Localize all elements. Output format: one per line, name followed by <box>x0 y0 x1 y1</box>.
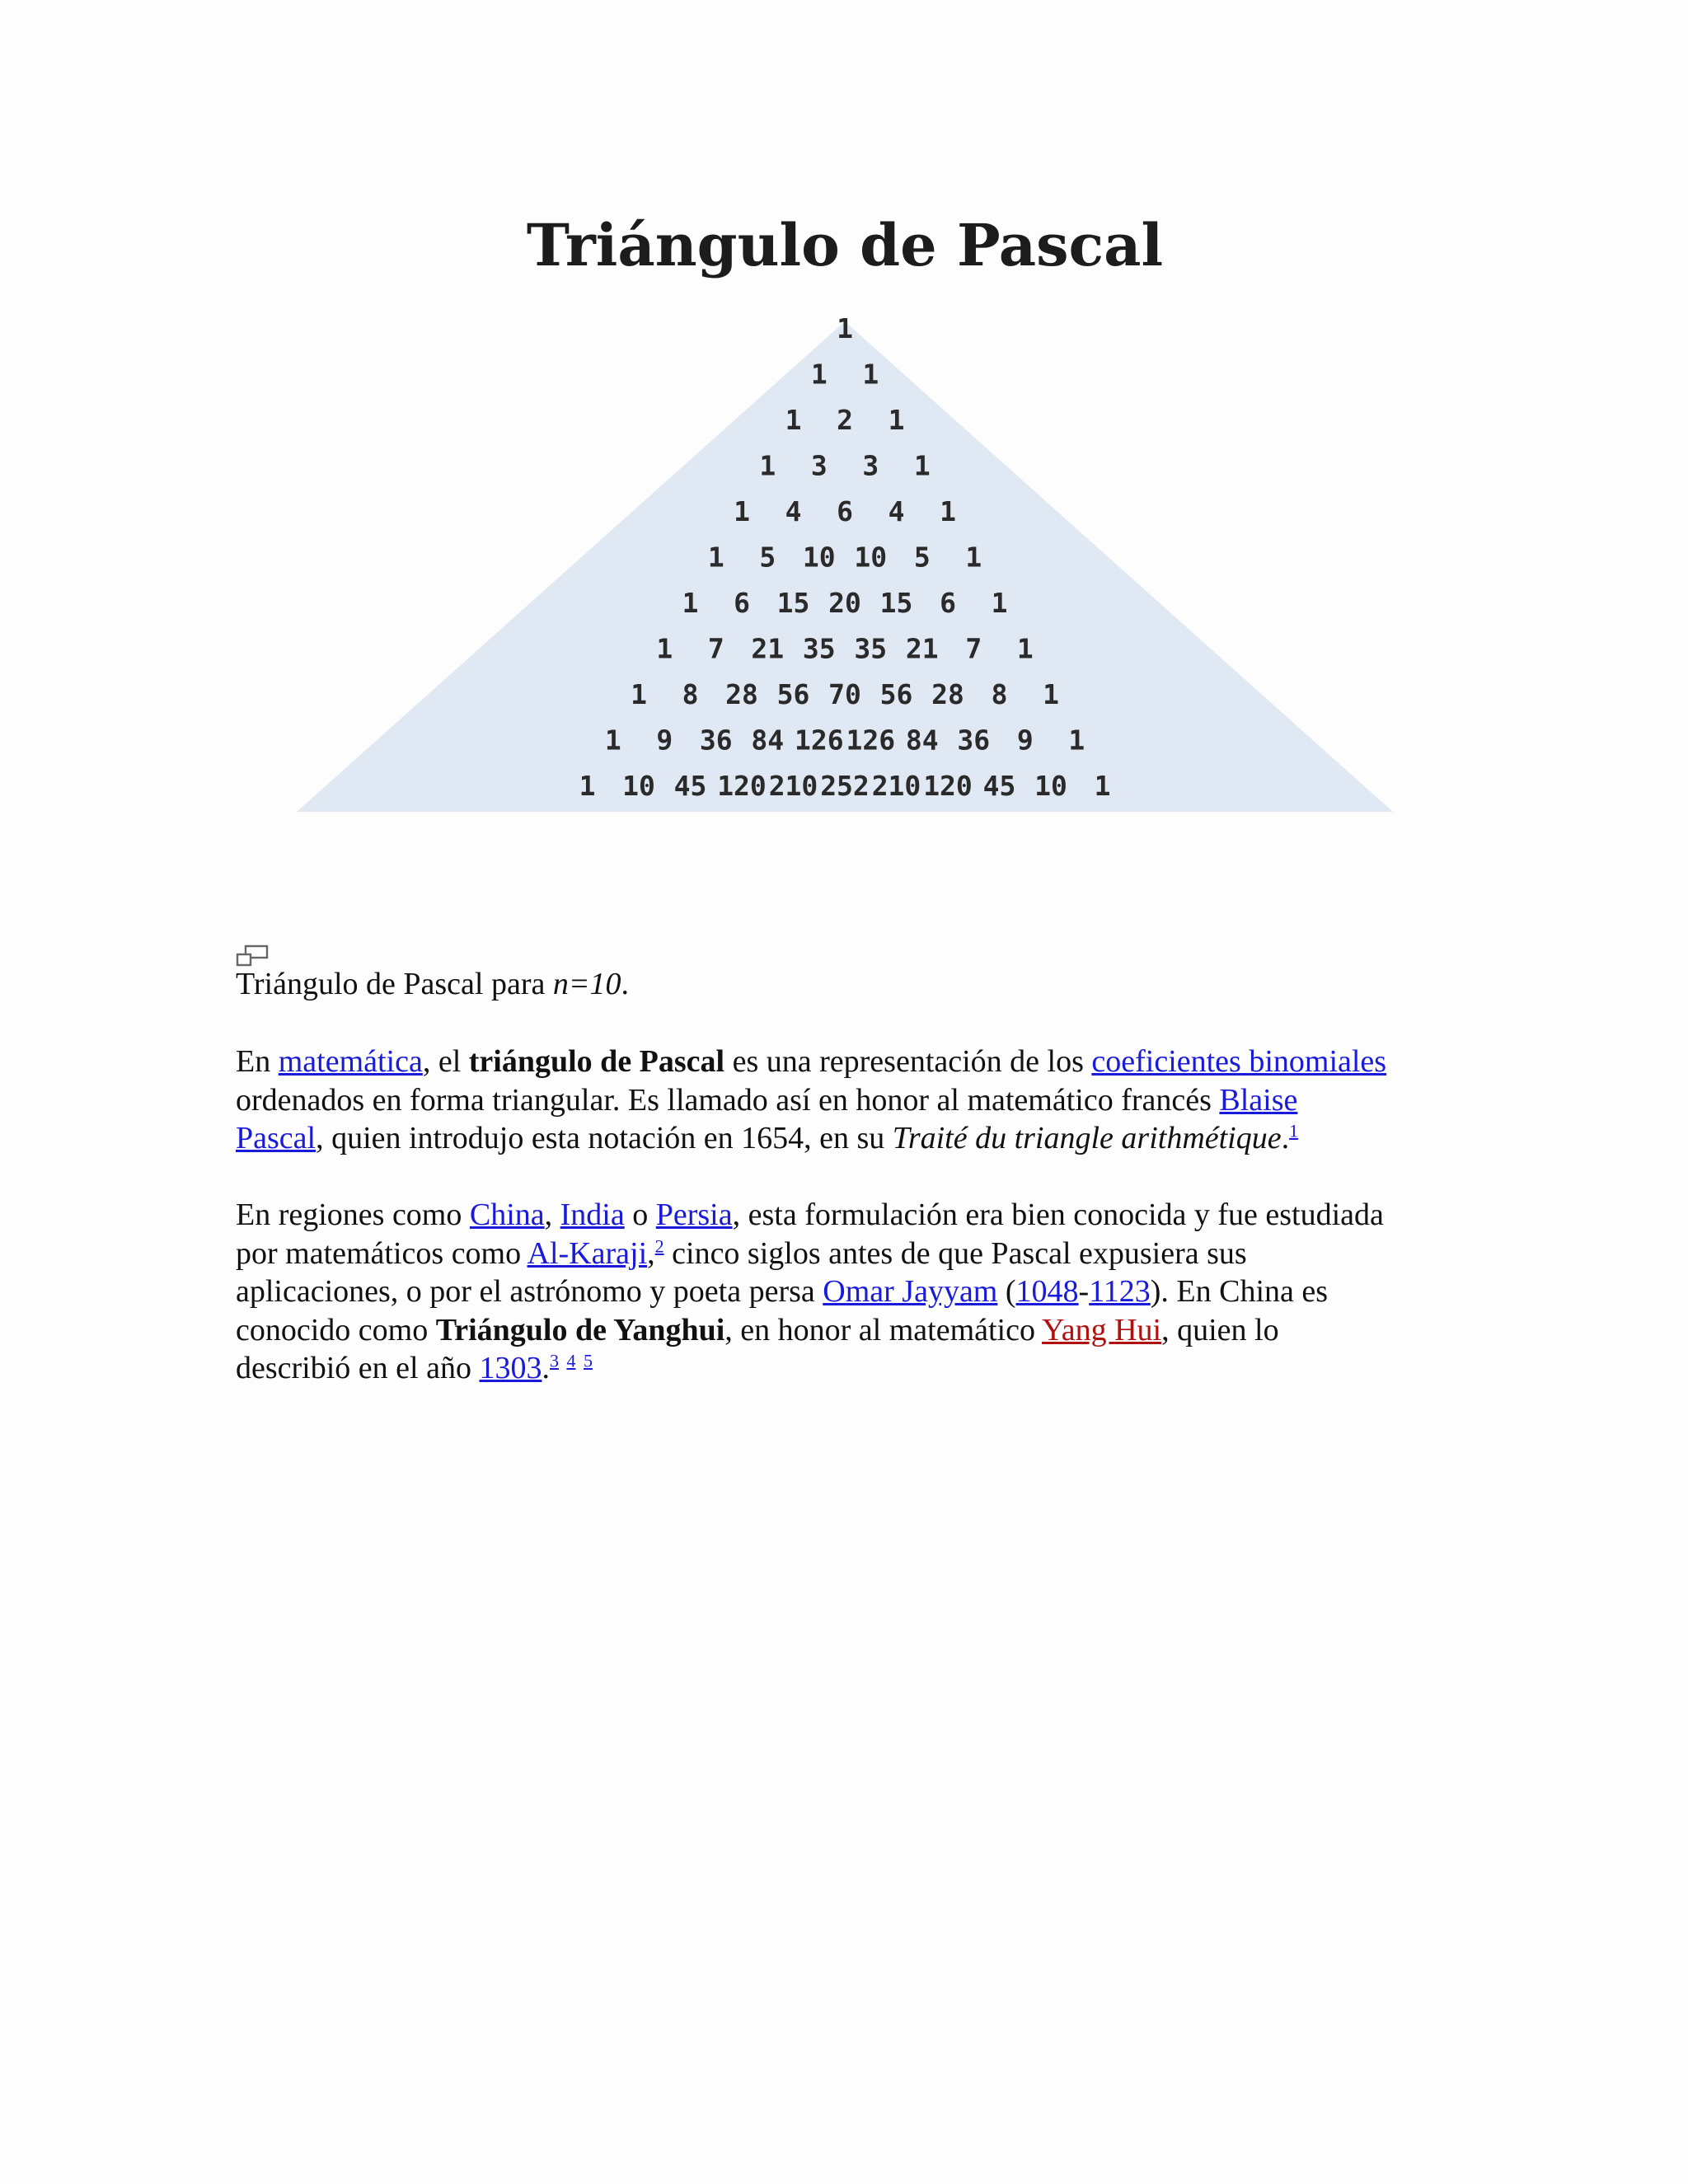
text: cinco siglos antes de que Pascal expusiera sus <box>663 1235 1247 1271</box>
footnote-ref-5 <box>584 1350 593 1371</box>
text: . <box>542 1351 550 1385</box>
footnote-ref-2 <box>655 1235 664 1256</box>
text: - <box>1078 1274 1090 1309</box>
triangle-number: 21 <box>751 632 785 665</box>
link-1048[interactable]: 1048 <box>1015 1274 1079 1309</box>
text: ). En China es <box>1150 1274 1329 1309</box>
para2-line2 <box>236 1235 1472 1273</box>
text: por matemáticos como <box>236 1235 528 1271</box>
text: En <box>236 1044 279 1079</box>
bold-triangulo-de-yanghui: Triángulo de Yanghui <box>435 1312 725 1347</box>
footnote-link-5[interactable]: 5 <box>583 1350 593 1371</box>
text: es una representación de los <box>724 1044 1092 1079</box>
triangle-number: 5 <box>759 541 776 574</box>
text: , quien introdujo esta notación en 1654, en su <box>316 1121 893 1155</box>
triangle-number: 252 <box>820 770 870 802</box>
para2-line5 <box>236 1349 1472 1388</box>
link-coeficientes-binomiales[interactable]: coeficientes binomiales <box>1091 1044 1387 1079</box>
triangle-number: 45 <box>982 770 1016 802</box>
triangle-number: 5 <box>913 541 931 574</box>
triangle-number: 36 <box>699 724 733 757</box>
triangle-number: 1 <box>913 449 931 482</box>
link-persia[interactable]: Persia <box>655 1197 733 1232</box>
triangle-number: 120 <box>717 770 767 802</box>
triangle-number: 3 <box>862 449 879 482</box>
triangle-number: 126 <box>846 724 896 757</box>
text: ordenados en forma triangular. Es llamado así en honor al matemático francés <box>236 1082 1220 1118</box>
link-blaise-pascal[interactable]: Blaise <box>1219 1082 1298 1118</box>
triangle-number: 10 <box>802 541 836 574</box>
link-al-karaji[interactable]: Al-Karaji <box>527 1235 648 1271</box>
triangle-number: 1 <box>656 632 673 665</box>
text: ( <box>997 1274 1016 1309</box>
text: o <box>624 1197 656 1232</box>
triangle-number: 15 <box>879 587 913 619</box>
triangle-number: 7 <box>965 632 982 665</box>
triangle-number: 56 <box>879 678 913 710</box>
triangle-number: 45 <box>673 770 707 802</box>
triangle-number: 1 <box>682 587 699 619</box>
triangle-number: 1 <box>734 495 750 527</box>
footnote-ref-1 <box>1289 1120 1298 1141</box>
triangle-number: 4 <box>888 495 905 527</box>
triangle-number: 9 <box>656 724 673 757</box>
para1-line1 <box>236 1043 1472 1081</box>
triangle-number: 4 <box>785 495 802 527</box>
triangle-number: 20 <box>828 587 861 619</box>
triangle-number: 1 <box>837 312 853 344</box>
triangle-number: 10 <box>1034 770 1067 802</box>
triangle-number: 6 <box>940 587 956 619</box>
triangle-number: 1 <box>631 678 647 710</box>
triangle-number: 84 <box>751 724 785 757</box>
triangle-number: 1 <box>1094 770 1111 802</box>
triangle-number: 1 <box>965 541 982 574</box>
bold-triangulo-de-pascal: triángulo de Pascal <box>468 1044 725 1079</box>
triangle-number: 6 <box>734 587 750 619</box>
history-paragraph <box>236 1196 1472 1388</box>
caption-n: n=10 <box>552 967 621 1001</box>
link-china[interactable]: China <box>469 1197 545 1232</box>
figure-caption <box>236 964 629 1004</box>
link-blaise-pascal-2[interactable]: Pascal <box>236 1121 316 1155</box>
text: , <box>544 1197 560 1232</box>
caption-end: . <box>621 967 629 1001</box>
triangle-number: 1 <box>579 770 596 802</box>
triangle-number: 35 <box>802 632 836 665</box>
triangle-number: 1 <box>888 404 905 436</box>
triangle-number: 56 <box>776 678 810 710</box>
triangle-number: 210 <box>768 770 818 802</box>
triangle-number: 7 <box>707 632 724 665</box>
para1-line2 <box>236 1081 1472 1120</box>
text: . <box>1281 1121 1290 1155</box>
triangle-number: 1 <box>707 541 724 574</box>
link-india[interactable]: India <box>560 1197 625 1232</box>
footnote-link-1[interactable]: 1 <box>1289 1120 1299 1141</box>
link-1123[interactable]: 1123 <box>1089 1274 1151 1309</box>
link-matematica[interactable]: matemática <box>278 1044 423 1079</box>
triangle-number: 210 <box>871 770 921 802</box>
triangle-number: 1 <box>759 449 776 482</box>
text: , esta formulación era bien conocida y fue estudiada <box>732 1197 1384 1232</box>
triangle-number: 28 <box>725 678 758 710</box>
para1-line3 <box>236 1119 1472 1158</box>
text: conocido como <box>236 1312 436 1347</box>
text: En regiones como <box>236 1197 470 1232</box>
text: aplicaciones, o por el astrónomo y poeta persa <box>236 1274 823 1309</box>
italic-traite: Traité du triangle arithmétique <box>892 1121 1282 1155</box>
triangle-number: 28 <box>931 678 964 710</box>
triangle-background <box>297 321 1393 812</box>
triangle-number: 1 <box>1016 632 1034 665</box>
intro-paragraph <box>236 1043 1472 1158</box>
para2-line4 <box>236 1311 1472 1350</box>
text: , el <box>422 1044 469 1079</box>
triangle-number: 1 <box>1068 724 1085 757</box>
triangle-number: 1 <box>810 358 828 391</box>
triangle-number: 9 <box>1016 724 1034 757</box>
triangle-number: 8 <box>991 678 1008 710</box>
triangle-number: 1 <box>604 724 621 757</box>
para2-line3 <box>236 1272 1472 1311</box>
footnote-link-2[interactable]: 2 <box>654 1235 664 1256</box>
triangle-number: 8 <box>682 678 699 710</box>
para2-line1 <box>236 1196 1472 1235</box>
triangle-number: 1 <box>862 358 879 391</box>
triangle-number: 6 <box>837 495 853 527</box>
triangle-number: 21 <box>905 632 939 665</box>
footnote-link-4[interactable]: 4 <box>566 1350 576 1371</box>
footnote-ref-4 <box>566 1350 575 1371</box>
triangle-number: 15 <box>776 587 810 619</box>
triangle-number: 84 <box>905 724 939 757</box>
triangle-number: 70 <box>828 678 861 710</box>
triangle-number: 10 <box>854 541 888 574</box>
text: , en honor al matemático <box>724 1312 1043 1347</box>
triangle-number: 120 <box>923 770 973 802</box>
pascal-triangle-graphic <box>288 206 1401 824</box>
footnote-link-3[interactable]: 3 <box>549 1350 559 1371</box>
text: , quien lo <box>1161 1312 1279 1347</box>
link-yang-hui[interactable]: Yang Hui <box>1042 1312 1162 1347</box>
pascal-triangle-image <box>288 206 1401 824</box>
link-1303[interactable]: 1303 <box>479 1351 542 1385</box>
text: , <box>647 1235 655 1271</box>
triangle-number: 2 <box>837 404 853 436</box>
footnote-ref-3 <box>550 1350 559 1371</box>
triangle-number: 1 <box>1043 678 1059 710</box>
triangle-number: 36 <box>957 724 991 757</box>
triangle-number: 1 <box>991 587 1008 619</box>
triangle-number: 3 <box>810 449 828 482</box>
triangle-number: 126 <box>794 724 844 757</box>
triangle-number: 1 <box>785 404 802 436</box>
triangle-number: 10 <box>622 770 655 802</box>
text: describió en el año <box>236 1351 480 1385</box>
triangle-number: 35 <box>854 632 888 665</box>
link-omar-jayyam[interactable]: Omar Jayyam <box>823 1274 998 1309</box>
triangle-title: Triángulo de Pascal <box>526 211 1164 279</box>
triangle-number: 1 <box>940 495 956 527</box>
caption-text: Triángulo de Pascal para <box>236 967 553 1001</box>
